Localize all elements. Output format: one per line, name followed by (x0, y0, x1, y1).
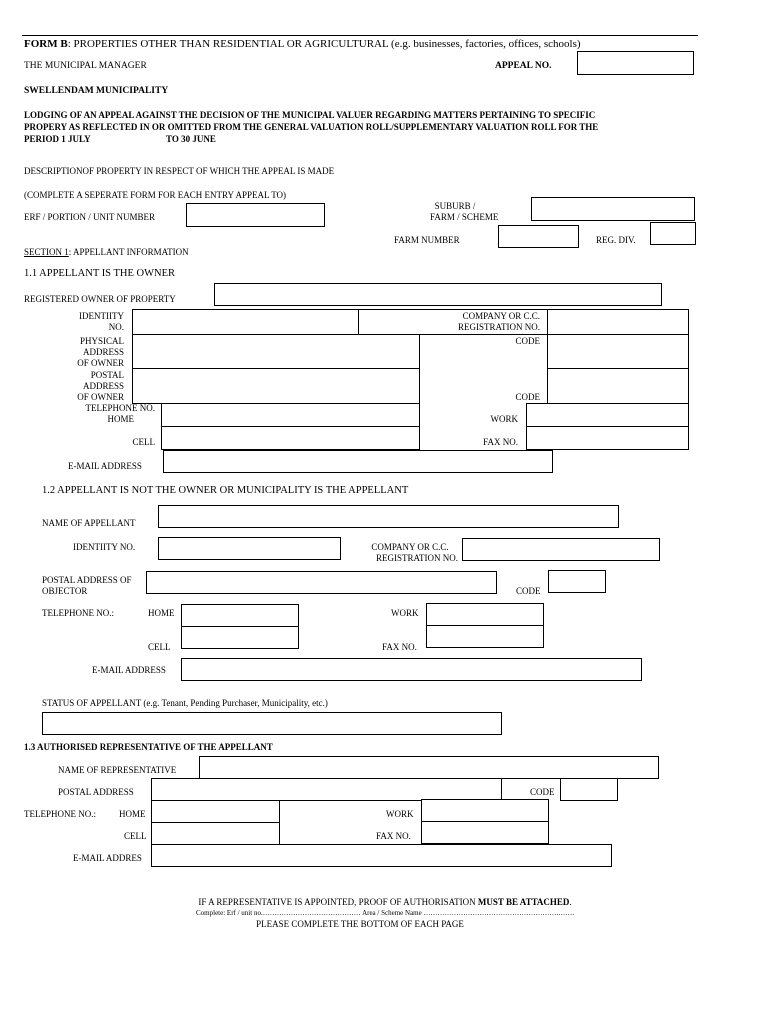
appellant-code-field[interactable] (548, 570, 606, 593)
property-description-label: DESCRIPTIONOF PROPERTY IN RESPECT OF WHICH THE APPEAL IS MADE (24, 166, 335, 176)
form-description: : PROPERTIES OTHER THAN RESIDENTIAL OR AGRICULTURAL (e.g. businesses, factories, offices, schools) (67, 38, 581, 50)
owner-email-field[interactable] (163, 450, 553, 473)
representative-fax-label: FAX NO. (376, 831, 411, 841)
appellant-identity-label: IDENTIITY NO. (73, 542, 136, 552)
authorisation-note (0, 897, 770, 908)
owner-home-phone-field[interactable] (161, 403, 420, 427)
physical-label-2: ADDRESS (82, 347, 124, 357)
owner-postal-code-field[interactable] (547, 368, 689, 404)
company-label-1: COMPANY OR C.C. (462, 311, 540, 321)
appellant-home-field[interactable] (181, 604, 299, 627)
owner-physical-code-field[interactable] (547, 334, 689, 369)
fax-label: FAX NO. (483, 437, 518, 447)
appellant-company-label-2: REGISTRATION NO. (376, 553, 458, 563)
appellant-email-label: E-MAIL ADDRESS (92, 665, 166, 675)
home-label: HOME (107, 414, 134, 424)
suburb-field[interactable] (531, 197, 695, 221)
appeal-no-label: APPEAL NO. (495, 61, 552, 71)
postal-label-1: POSTAL (90, 370, 124, 380)
appellant-code-label: CODE (516, 586, 541, 596)
representative-name-label: NAME OF REPRESENTATIVE (58, 765, 177, 775)
representative-cell-field[interactable] (151, 822, 280, 845)
representative-name-field[interactable] (199, 756, 659, 779)
reg-div-label: REG. DIV. (596, 235, 636, 245)
appellant-work-label: WORK (391, 608, 419, 618)
manager-label: THE MUNICIPAL MANAGER (24, 61, 147, 71)
farm-number-field[interactable] (498, 225, 579, 248)
representative-home-field[interactable] (151, 800, 280, 823)
authorisation-note-text: IF A REPRESENTATIVE IS APPOINTED, PROOF OF AUTHORISATION (198, 897, 478, 907)
appellant-fax-field[interactable] (426, 625, 544, 648)
owner-company-field[interactable] (547, 309, 689, 335)
representative-work-label: WORK (386, 809, 414, 819)
top-rule (22, 35, 698, 36)
representative-cell-label: CELL (124, 831, 147, 841)
section-1-rest: : APPELLANT INFORMATION (68, 247, 189, 257)
representative-telephone-label: TELEPHONE NO.: (24, 809, 96, 819)
form-label: FORM B (24, 38, 68, 50)
not-owner-heading: 1.2 APPELLANT IS NOT THE OWNER OR MUNICIPALITY IS THE APPELLANT (42, 485, 409, 496)
complete-line: Complete: Erf / unit no.…………………………………… Area / Scheme Name ………………………………………………….……. (196, 909, 574, 917)
period-start: PERIOD 1 JULY (24, 134, 91, 144)
appellant-status-field[interactable] (42, 712, 502, 735)
representative-fax-field[interactable] (421, 821, 549, 844)
appellant-name-field[interactable] (158, 505, 619, 528)
appellant-identity-field[interactable] (158, 537, 341, 560)
suburb-label-1: SUBURB / (434, 201, 476, 211)
appellant-fax-label: FAX NO. (382, 642, 417, 652)
postal-label-2: ADDRESS (82, 381, 124, 391)
erf-field[interactable] (186, 203, 325, 227)
physical-label-1: PHYSICAL (79, 336, 124, 346)
identity-label-2: NO. (108, 322, 124, 332)
owner-fax-field[interactable] (526, 426, 689, 450)
appellant-postal-label-1: POSTAL ADDRESS OF (42, 575, 132, 585)
physical-label-3: OF OWNER (77, 358, 124, 368)
representative-email-label: E-MAIL ADDRES (73, 853, 142, 863)
representative-heading: 1.3 AUTHORISED REPRESENTATIVE OF THE APPELLANT (24, 742, 273, 752)
representative-work-field[interactable] (421, 799, 549, 822)
appellant-company-field[interactable] (462, 538, 660, 561)
owner-work-phone-field[interactable] (526, 403, 689, 427)
representative-code-field[interactable] (560, 778, 618, 801)
farm-number-label: FARM NUMBER (394, 235, 460, 245)
section-1-title (24, 247, 189, 258)
representative-postal-field[interactable] (151, 778, 502, 801)
physical-code-label: CODE (515, 336, 540, 346)
appellant-email-field[interactable] (181, 658, 642, 681)
postal-code-label: CODE (515, 392, 540, 402)
appellant-name-label: NAME OF APPELLANT (42, 518, 136, 528)
appellant-postal-field[interactable] (146, 571, 497, 594)
suburb-label-2: FARM / SCHEME (430, 212, 499, 222)
period-end: TO 30 JUNE (166, 134, 216, 144)
representative-code-label: CODE (530, 787, 555, 797)
appeal-no-field[interactable] (577, 51, 694, 75)
appellant-cell-field[interactable] (181, 626, 299, 649)
owner-cell-field[interactable] (161, 426, 420, 450)
appellant-home-label: HOME (148, 608, 175, 618)
appellant-work-field[interactable] (426, 603, 544, 626)
work-label: WORK (490, 414, 518, 424)
registered-owner-field[interactable] (214, 283, 662, 306)
authorisation-note-end: . (569, 897, 572, 907)
owner-heading: 1.1 APPELLANT IS THE OWNER (24, 268, 175, 279)
appellant-postal-label-2: OBJECTOR (42, 586, 88, 596)
lodging-line-2: PROPERY AS REFLECTED IN OR OMITTED FROM THE GENERAL VALUATION ROLL/SUPPLEMENTARY VALUATION ROLL FOR THE (24, 122, 599, 132)
owner-physical-address-field[interactable] (132, 334, 420, 369)
municipality-title: SWELLENDAM MUNICIPALITY (24, 86, 169, 96)
owner-postal-address-field[interactable] (132, 368, 420, 404)
telephone-label: TELEPHONE NO. (85, 403, 155, 413)
lodging-line-1: LODGING OF AN APPEAL AGAINST THE DECISION OF THE MUNICIPAL VALUER REGARDING MATTERS PERTAINING TO SPECIFIC (24, 110, 596, 120)
authorisation-note-bold: MUST BE ATTACHED (477, 897, 570, 907)
owner-identity-field[interactable] (132, 309, 359, 335)
bottom-note: PLEASE COMPLETE THE BOTTOM OF EACH PAGE (256, 919, 464, 929)
erf-label: ERF / PORTION / UNIT NUMBER (24, 212, 156, 222)
form-title (24, 38, 581, 50)
grid-divider (419, 334, 420, 404)
company-label-2: REGISTRATION NO. (458, 322, 540, 332)
reg-div-field[interactable] (650, 222, 696, 245)
representative-home-label: HOME (119, 809, 146, 819)
appellant-cell-label: CELL (148, 642, 171, 652)
appellant-company-label-1: COMPANY OR C.C. (371, 542, 449, 552)
identity-label-1: IDENTIITY (79, 311, 124, 321)
separate-form-note: (COMPLETE A SEPERATE FORM FOR EACH ENTRY APPEAL TO) (24, 190, 287, 200)
representative-postal-label: POSTAL ADDRESS (58, 787, 134, 797)
appellant-telephone-label: TELEPHONE NO.: (42, 608, 114, 618)
appellant-status-label: STATUS OF APPELLANT (e.g. Tenant, Pending Purchaser, Municipality, etc.) (42, 698, 328, 708)
email-label: E-MAIL ADDRESS (68, 461, 142, 471)
registered-owner-label: REGISTERED OWNER OF PROPERTY (24, 294, 176, 304)
cell-label: CELL (132, 437, 155, 447)
section-1-label: SECTION 1 (24, 247, 69, 257)
representative-email-field[interactable] (151, 844, 612, 867)
postal-label-3: OF OWNER (77, 392, 124, 402)
